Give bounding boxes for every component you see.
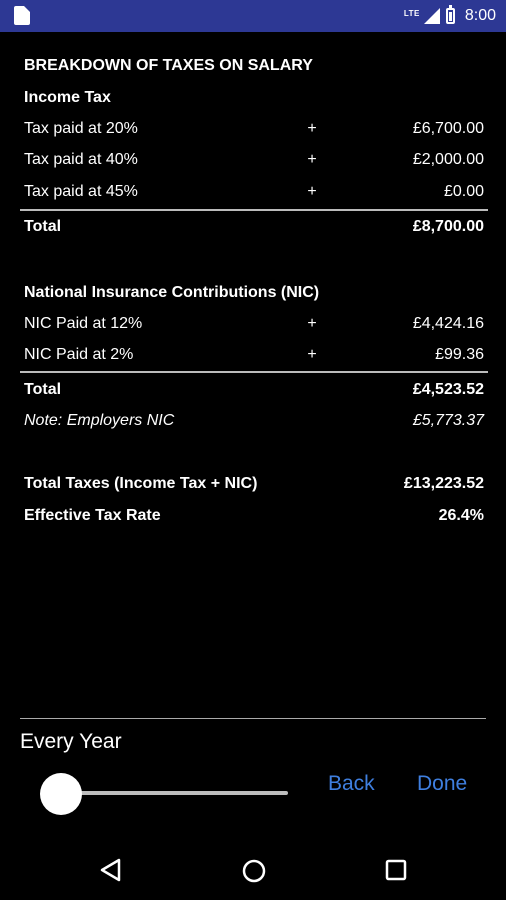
nic-total-row: Total £4,523.52: [24, 381, 484, 398]
period-label: Every Year: [20, 730, 122, 753]
status-bar: [0, 0, 506, 32]
home-nav-icon[interactable]: [241, 858, 267, 884]
period-slider-track[interactable]: [62, 791, 288, 795]
controls-divider: [20, 718, 486, 719]
income-tax-total-row: Total £8,700.00: [24, 218, 484, 235]
battery-icon: [446, 8, 455, 24]
status-time: 8:00: [464, 7, 496, 24]
nic-row: NIC Paid at 12% + £4,424.16: [24, 315, 484, 332]
effective-tax-rate-row: Effective Tax Rate 26.4%: [24, 507, 484, 524]
income-tax-row: Tax paid at 45% + £0.00: [24, 183, 484, 200]
income-tax-row: Tax paid at 40% + £2,000.00: [24, 151, 484, 168]
period-slider-thumb[interactable]: [40, 773, 82, 815]
nic-heading: National Insurance Contributions (NIC): [24, 284, 320, 301]
navigation-bar: [0, 842, 506, 900]
income-tax-row: Tax paid at 20% + £6,700.00: [24, 120, 484, 137]
document-icon: [14, 6, 30, 25]
total-taxes-row: Total Taxes (Income Tax + NIC) £13,223.52: [24, 475, 484, 492]
recents-nav-icon[interactable]: [385, 859, 407, 881]
network-type: LTE: [403, 8, 420, 18]
employers-nic-note: Note: Employers NIC £5,773.37: [24, 412, 484, 429]
done-button[interactable]: Done: [417, 772, 468, 795]
income-tax-divider: [20, 209, 488, 211]
nic-divider: [20, 371, 488, 373]
page-title: BREAKDOWN OF TAXES ON SALARY: [24, 57, 313, 74]
back-button[interactable]: Back: [328, 772, 375, 795]
signal-icon: [424, 8, 440, 24]
nic-row: NIC Paid at 2% + £99.36: [24, 346, 484, 363]
income-tax-heading: Income Tax: [24, 89, 111, 106]
